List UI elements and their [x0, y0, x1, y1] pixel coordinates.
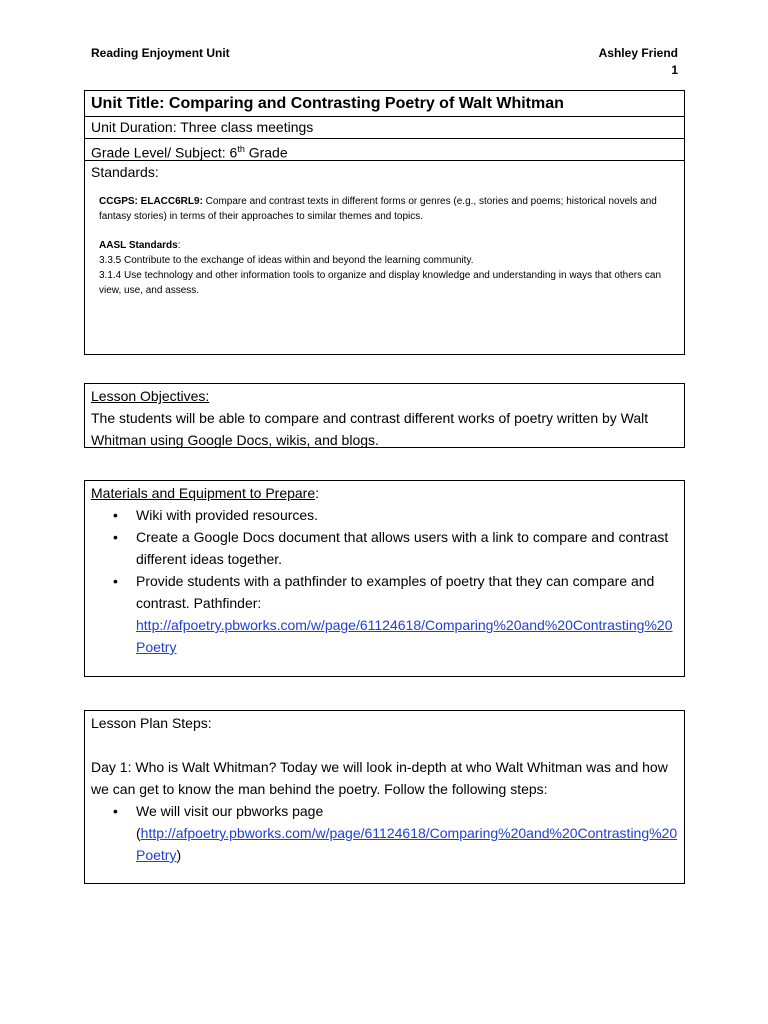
objectives-content [85, 384, 684, 452]
standards-label: Standards: [91, 164, 159, 180]
unit-title: Unit Title: Comparing and Contrasting Poetry of Walt Whitman [85, 91, 684, 117]
paren-close: ) [176, 847, 182, 863]
lesson-steps-label: Lesson Plan Steps: [91, 715, 212, 731]
pbworks-link[interactable]: http://afpoetry.pbworks.com/w/page/61124618/Comparing%20and%20Contrasting%20Poetry [136, 825, 678, 863]
steps-list [91, 800, 678, 866]
aasl-colon: : [177, 240, 181, 251]
materials-content [85, 481, 684, 659]
running-header-author: Ashley Friend [598, 46, 678, 60]
materials-item-1: Wiki with provided resources. [136, 507, 319, 523]
paren-open: ( [136, 825, 141, 841]
standards-cell [85, 161, 684, 354]
list-item [91, 526, 678, 570]
materials-list [91, 504, 678, 658]
steps-item-1: We will visit our pbworks page [136, 803, 324, 819]
objectives-text: The students will be able to compare and contrast different works of poetry written by Walt Whitman using Google Docs, wikis, and blogs. [91, 410, 649, 448]
aasl-heading [99, 238, 678, 253]
materials-colon: : [315, 485, 320, 501]
list-item [91, 800, 678, 866]
bullet-icon: • [113, 573, 118, 589]
page-number: 1 [671, 63, 678, 77]
objectives-box [84, 383, 685, 448]
ccgps-label: CCGPS: ELACC6RL9: [99, 196, 203, 207]
list-item [91, 504, 678, 526]
running-header-title: Reading Enjoyment Unit [91, 46, 230, 60]
bullet-icon: • [113, 529, 118, 545]
bullet-icon: • [113, 803, 118, 819]
objectives-label [91, 385, 678, 407]
materials-label [91, 482, 678, 504]
standards-content [99, 194, 678, 298]
unit-info-table [84, 90, 685, 355]
materials-box [84, 480, 685, 677]
lesson-steps-box [84, 710, 685, 884]
unit-duration: Unit Duration: Three class meetings [85, 117, 684, 139]
materials-item-2: Create a Google Docs document that allows users with a link to compare and contrast different ideas together. [136, 529, 669, 567]
day1-text: Day 1: Who is Walt Whitman? Today we will look in-depth at who Walt Whitman was and how we can get to know the man behind the poetry. Follow the following steps: [91, 759, 668, 797]
grade-level-suffix: Grade [244, 144, 288, 161]
objectives-label-a: Lesson [91, 388, 141, 404]
ccgps-text: Compare and contrast texts in different forms or genres (e.g., stories and poems; historical novels and fantasy stories) in terms of their approaches to similar themes and topics. [99, 196, 657, 222]
grade-level-prefix: Grade Level/ Subject: 6 [91, 144, 238, 161]
pathfinder-link[interactable]: http://afpoetry.pbworks.com/w/page/61124618/Comparing%20and%20Contrasting%20Poetry [136, 617, 673, 655]
lesson-steps-content [85, 711, 684, 867]
grade-level-sup: th [237, 144, 245, 154]
grade-level [85, 139, 684, 161]
objectives-label-b: Objectives: [140, 388, 210, 404]
aasl-label: AASL Standards [99, 240, 178, 251]
list-item [91, 570, 678, 658]
bullet-icon: • [113, 507, 118, 523]
aasl-standard-1: 3.3.5 Contribute to the exchange of ideas within and beyond the learning community. [99, 255, 474, 266]
aasl-standard-2: 3.1.4 Use technology and other information tools to organize and display knowledge and understanding in ways that others can view, use, and assess. [99, 270, 662, 296]
ccgps-standard [99, 194, 678, 224]
materials-label-text: Materials and Equipment to Prepare [91, 485, 316, 501]
materials-item-3: Provide students with a pathfinder to examples of poetry that they can compare and contrast. Pathfinder: [136, 573, 655, 611]
